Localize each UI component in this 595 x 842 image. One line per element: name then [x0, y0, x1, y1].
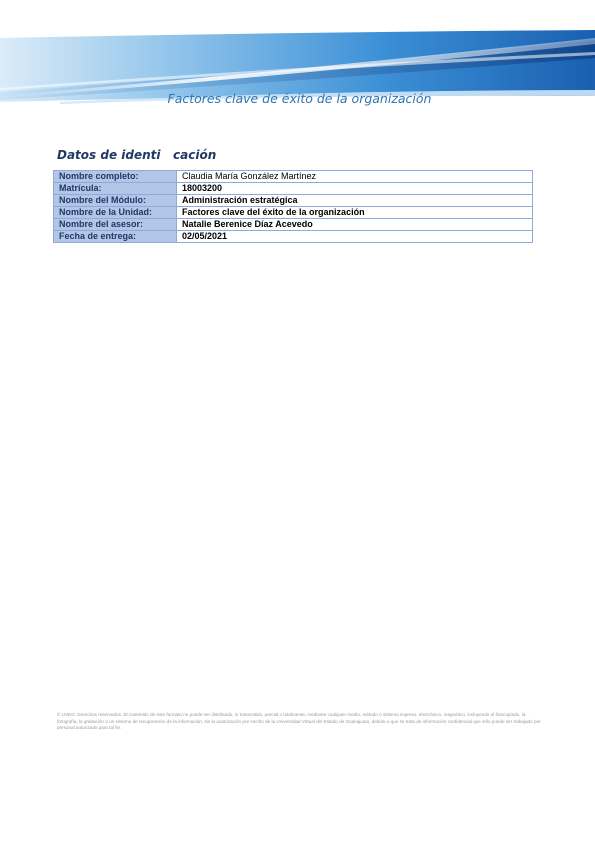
table-row [54, 207, 533, 219]
table-row [54, 231, 533, 243]
identification-heading: Datos de identi cación [57, 148, 217, 162]
row-value: Claudia María González Martínez [177, 171, 533, 183]
page-title: Factores clave de éxito de la organización [167, 91, 432, 106]
table-row [54, 183, 533, 195]
row-label: Nombre del asesor: [54, 219, 177, 231]
row-value: 18003200 [177, 183, 533, 195]
table-row [54, 219, 533, 231]
row-value: Administración estratégica [177, 195, 533, 207]
copyright-notice: © UVEG. Derechos reservados. El contenido de este formato no puede ser distribuido, ni transmitido, parcial o totalmente, mediante cualquier medio, método o sistema impreso, electrónico, magnético, incluyendo el fotocopiado, la fotografía, la grabación o un sistema de recuperación de la información, sin la autorización por escrito de la Universidad Virtual del Estado de Guanajuato, debido a que se trata de información confidencial que sólo puede ser trabajado por personal autorizado para tal fin. [57, 712, 541, 730]
identification-table [53, 170, 533, 243]
row-label: Nombre del Módulo: [54, 195, 177, 207]
row-value: Factores clave del éxito de la organización [177, 207, 533, 219]
row-label: Nombre de la Unidad: [54, 207, 177, 219]
row-label: Matrícula: [54, 183, 177, 195]
row-value: 02/05/2021 [177, 231, 533, 243]
row-label: Nombre completo: [54, 171, 177, 183]
row-value: Natalie Berenice Díaz Acevedo [177, 219, 533, 231]
table-row [54, 171, 533, 183]
table-row [54, 195, 533, 207]
row-label: Fecha de entrega: [54, 231, 177, 243]
